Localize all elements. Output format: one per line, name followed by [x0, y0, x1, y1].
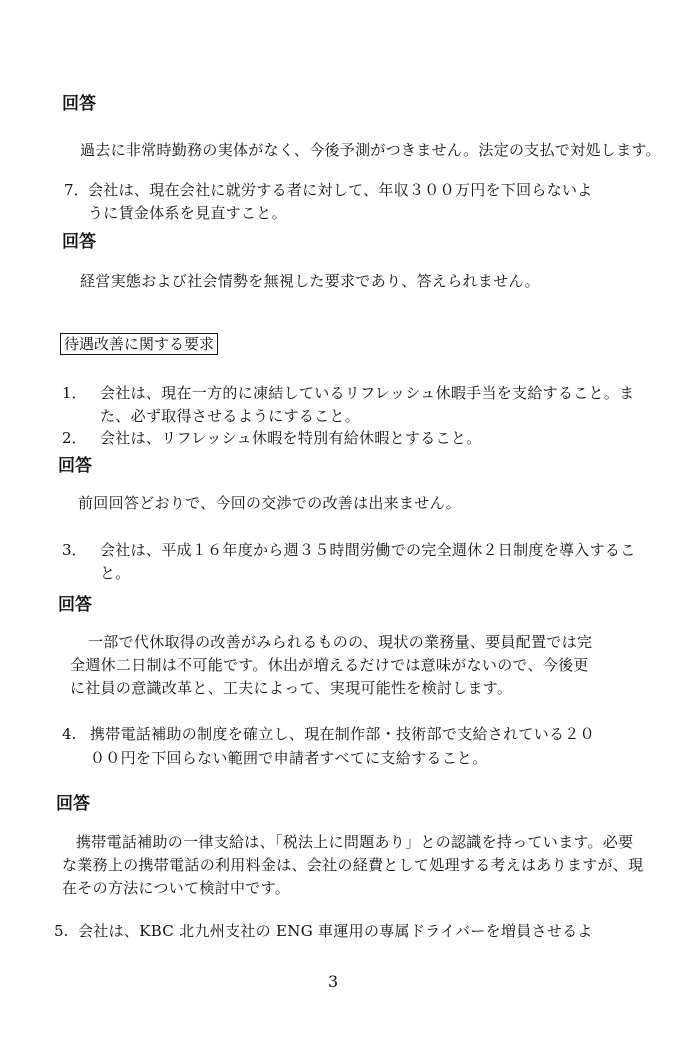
- answer-heading: 回答: [56, 794, 90, 814]
- answer-text: に社員の意識改革と、工夫によって、実現可能性を検討します。: [70, 679, 513, 697]
- item-number: 7．: [64, 181, 89, 199]
- answer-heading: 回答: [58, 595, 92, 615]
- answer-text: 携帯電話補助の一律支給は、「税法上に問題あり」との認識を持っています。必要: [76, 833, 634, 851]
- item-text: と。: [100, 564, 131, 582]
- item-text: うに賃金体系を見直すこと。: [88, 204, 287, 222]
- item-number: 5.: [54, 922, 69, 940]
- item-text: 会社は、現在会社に就労する者に対して、年収３００万円を下回らないよ: [88, 181, 593, 199]
- item-number: 2．: [62, 429, 87, 447]
- answer-heading: 回答: [62, 232, 96, 252]
- item-number: 4.: [62, 725, 77, 743]
- item-text: た、必ず取得させるようにすること。: [100, 407, 361, 425]
- item-text: 会社は、現在一方的に凍結しているリフレッシュ休暇手当を支給すること。ま: [100, 384, 635, 402]
- answer-text: 経営実態および社会情勢を無視した要求であり、答えられません。: [80, 272, 540, 290]
- answer-text: 一部で代休取得の改善がみられるものの、現状の業務量、要員配置では完: [88, 633, 593, 651]
- item-text: 携帯電話補助の制度を確立し、現在制作部・技術部で支給されている２０: [90, 725, 595, 743]
- item-text: 会社は、リフレッシュ休暇を特別有給休暇とすること。: [100, 429, 482, 447]
- answer-text: 全週休二日制は不可能です。休出が増えるだけでは意味がないので、今後更: [70, 656, 589, 674]
- page-number: 3: [328, 972, 339, 991]
- answer-text: 在その方法について検討中です。: [62, 879, 291, 897]
- item-number: 3．: [62, 541, 87, 559]
- item-text: ００円を下回らない範囲で申請者すべてに支給すること。: [90, 749, 488, 767]
- answer-heading: 回答: [58, 456, 92, 476]
- answer-text: な業務上の携帯電話の利用料金は、会社の経費として処理する考えはありますが、現: [62, 856, 644, 874]
- answer-text: 前回回答どおりで、今回の交渉での改善は出来ません。: [78, 494, 462, 512]
- section-title: 待遇改善に関する要求: [60, 333, 218, 355]
- answer-heading: 回答: [62, 94, 96, 114]
- answer-text: 過去に非常時勤務の実体がなく、今後予測がつきません。法定の支払で対処します。: [80, 141, 661, 159]
- item-text: 会社は、KBC 北九州支社の ENG 車運用の専属ドライバーを増員させるよ: [78, 922, 593, 940]
- item-text: 会社は、平成１６年度から週３５時間労働での完全週休２日制度を導入するこ: [100, 541, 636, 559]
- item-number: 1．: [62, 384, 87, 402]
